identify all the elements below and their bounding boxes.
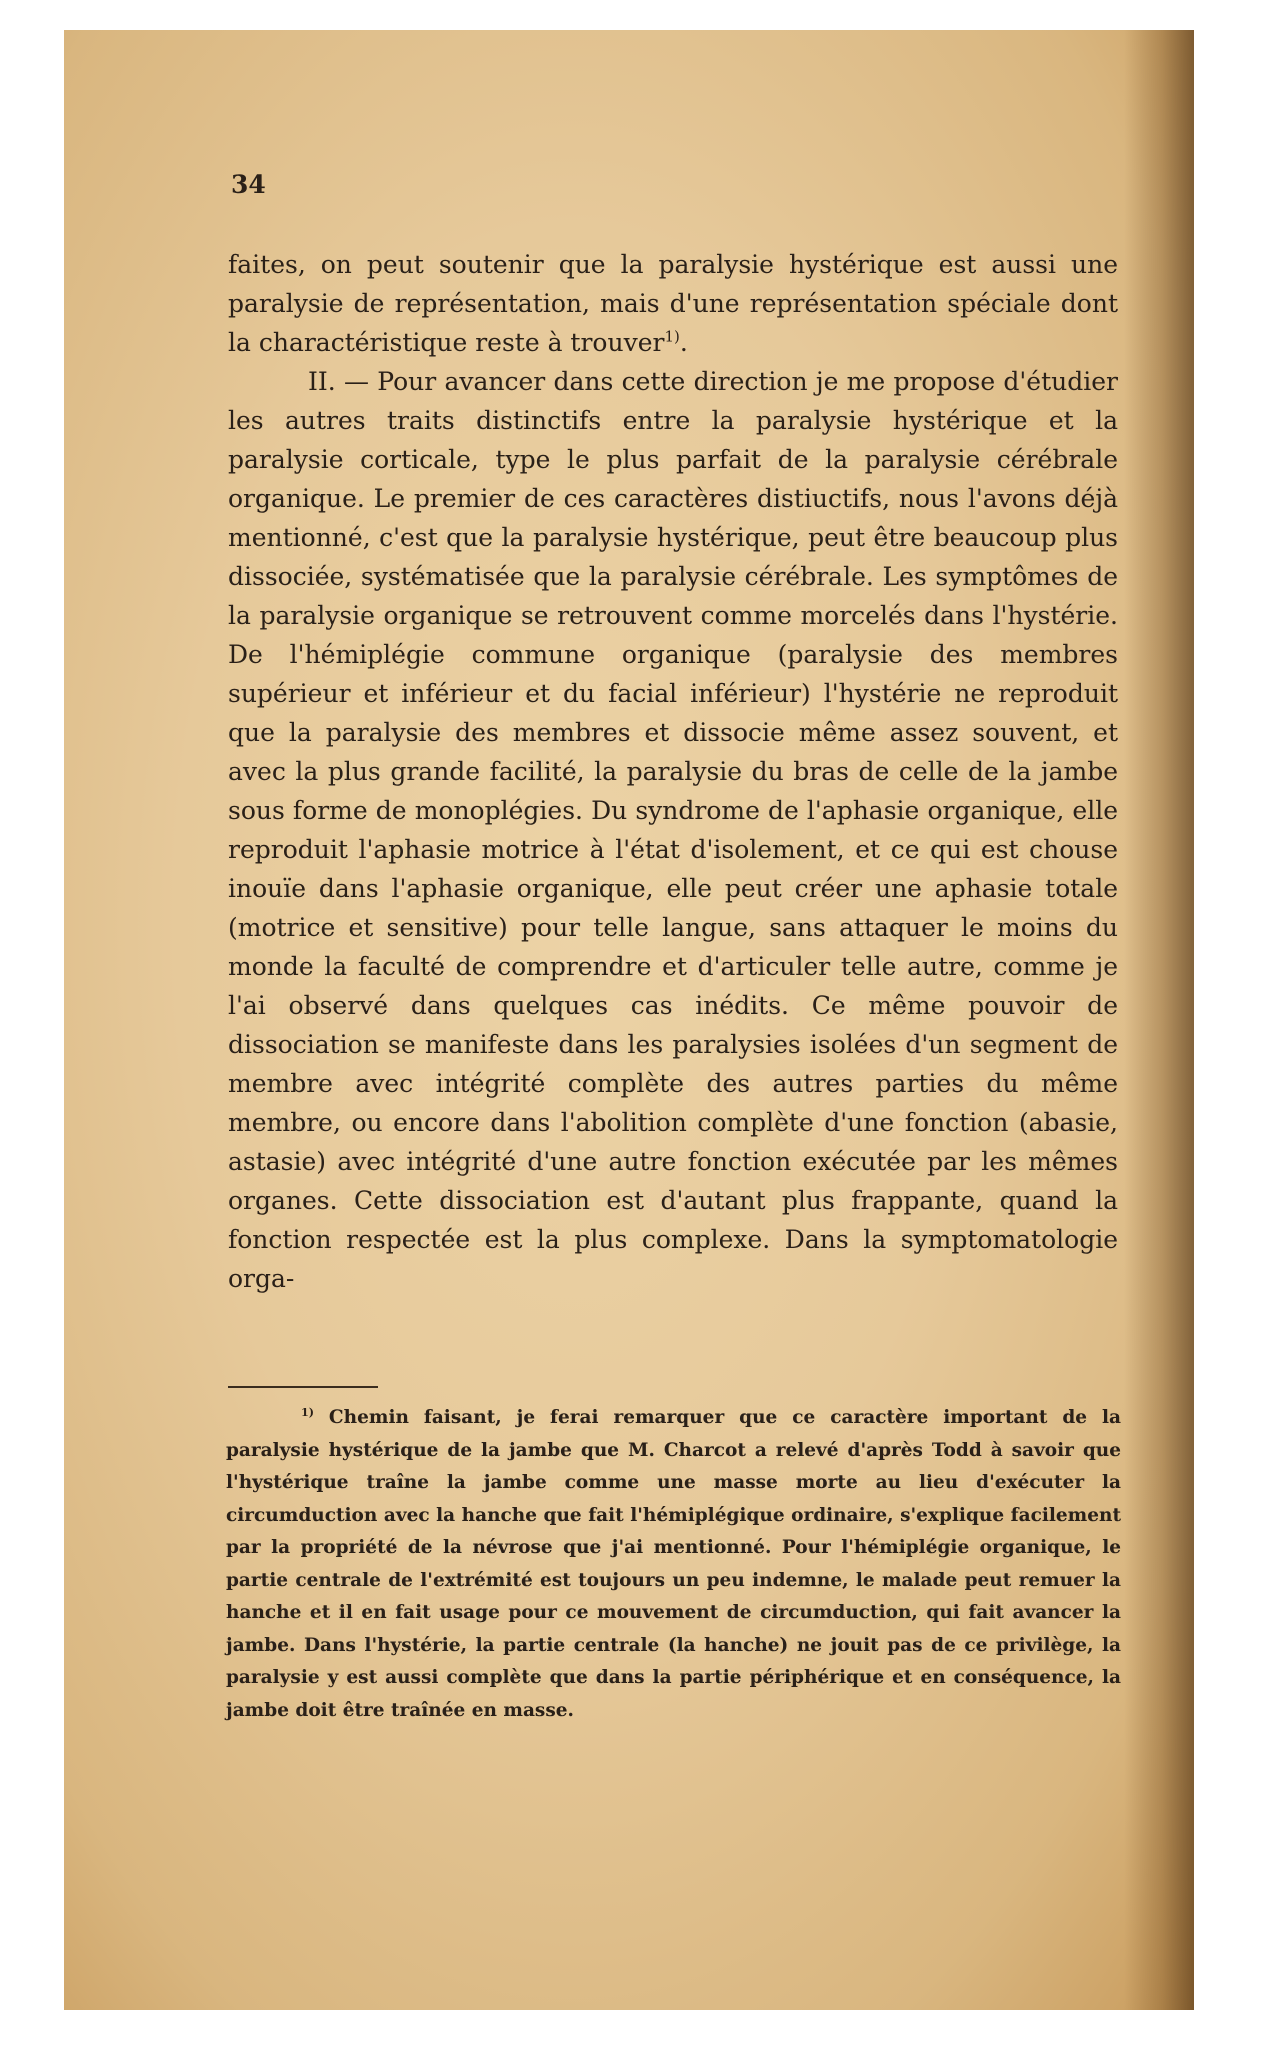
footnote-divider <box>228 1386 378 1388</box>
paragraph-1 <box>228 245 1118 362</box>
footnote-number: 1) <box>301 1405 314 1419</box>
footnotes <box>226 1402 1121 1727</box>
footnote-1-text: Chemin faisant, je ferai remarquer que ce caractère important de la paralysie hystérique de la jambe que M. Charcot a relevé d'après Todd à savoir que l'hystérique traîne la jambe comme une masse morte au lieu d'exécuter la circumduction avec la hanche que fait l'hémiplégique ordinaire, s'explique facilement par la propriété de la névrose que j'ai mentionné. Pour l'hémiplégie organique, le partie centrale de l'extrémité est toujours un peu indemne, le malade peut remuer la hanche et il en fait usage pour ce mouvement de circumduction, qui fait avancer la jambe. Dans l'hystérie, la partie centrale (la hanche) ne jouit pas de ce privilège, la paralysie y est aussi complète que dans la partie périphérique et en conséquence, la jambe doit être traînée en masse. <box>226 1407 1121 1721</box>
footnote-1 <box>226 1402 1121 1727</box>
paragraph-1-end: . <box>679 328 688 357</box>
page-number: 34 <box>231 170 266 199</box>
main-text <box>228 245 1118 1298</box>
paragraph-2: II. — Pour avancer dans cette direction je me propose d'étudier les autres traits distinctifs entre la paralysie hystérique et la paralysie corticale, type le plus parfait de la paralysie cérébrale organique. Le premier de ces caractères distiuctifs, nous l'avons déjà mentionné, c'est que la paralysie hystérique, peut être beaucoup plus dissociée, systématisée que la paralysie cérébrale. Les symptômes de la paralysie organique se retrouvent comme morcelés dans l'hystérie. De l'hémiplégie commune organique (paralysie des membres supérieur et inférieur et du facial inférieur) l'hystérie ne reproduit que la paralysie des membres et dissocie même assez souvent, et avec la plus grande facilité, la paralysie du bras de celle de la jambe sous forme de monoplégies. Du syndrome de l'aphasie organique, elle reproduit l'aphasie motrice à l'état d'isolement, et ce qui est chouse inouïe dans l'aphasie organique, elle peut créer une aphasie totale (motrice et sensitive) pour telle langue, sans attaquer le moins du monde la faculté de comprendre et d'articuler telle autre, comme je l'ai observé dans quelques cas inédits. Ce même pouvoir de dissociation se manifeste dans les paralysies isolées d'un segment de membre avec intégrité complète des autres parties du même membre, ou encore dans l'abolition complète d'une fonction (abasie, astasie) avec intégrité d'une autre fonction exécutée par les mêmes organes. Cette dissociation est d'autant plus frappante, quand la fonction respectée est la plus complexe. Dans la symptomatologie orga- <box>228 367 1118 1293</box>
footnote-reference: 1) <box>664 327 680 346</box>
book-page <box>64 30 1194 2010</box>
paragraph-1-text: faites, on peut soutenir que la paralysie hystérique est aussi une paralysie de représentation, mais d'une représentation spéciale dont la charactéristique reste à trouver <box>228 250 1118 357</box>
